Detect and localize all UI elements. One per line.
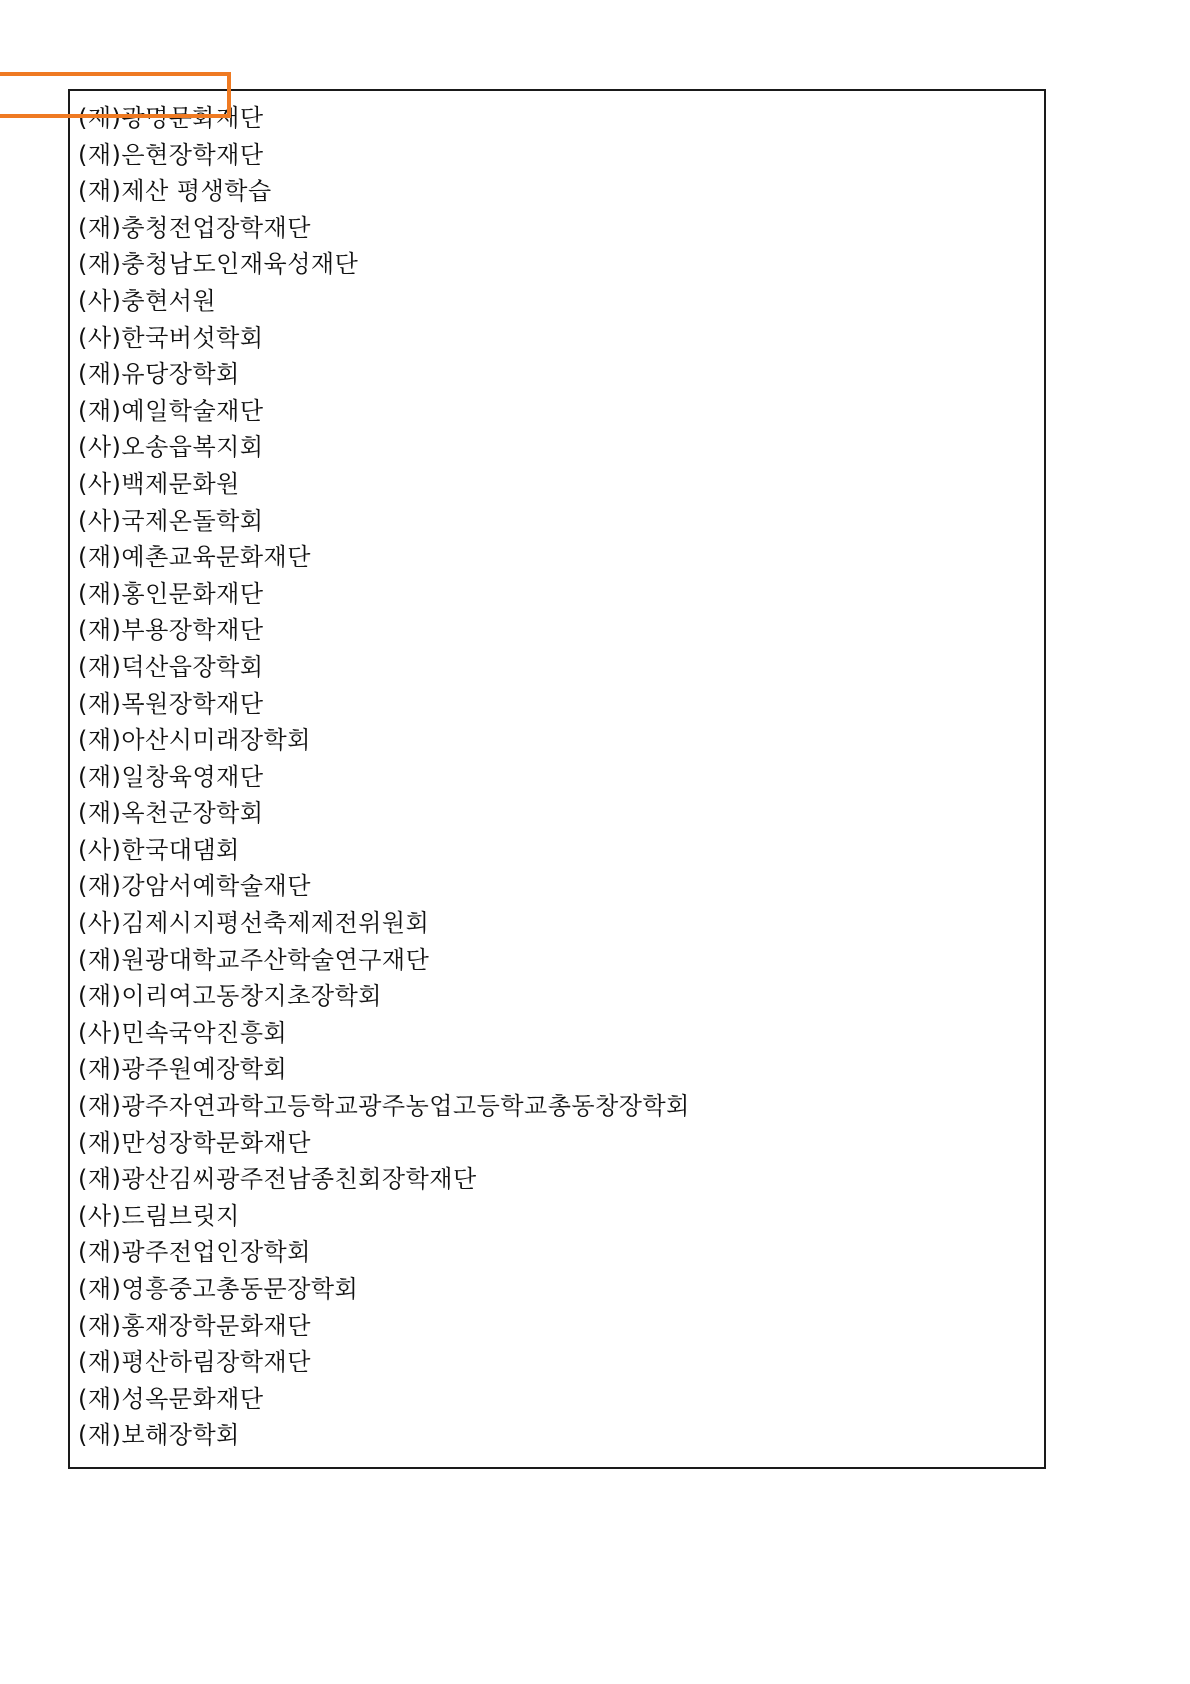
list-item: (재)광주원예장학회 <box>78 1055 288 1084</box>
list-item: (재)예촌교육문화재단 <box>78 543 311 572</box>
list-item: (재)성옥문화재단 <box>78 1384 264 1413</box>
list-item: (재)목원장학재단 <box>78 689 264 718</box>
list-item: (재)광명문화재단 <box>78 104 264 132</box>
list-item: (재)홍재장학문화재단 <box>78 1311 311 1340</box>
list-item: (사)백제문화원 <box>78 469 240 498</box>
list-item: (재)덕산읍장학회 <box>78 652 264 681</box>
list-item: (사)김제시지평선축제제전위원회 <box>78 909 430 938</box>
list-item: (사)국제온돌학회 <box>78 506 264 535</box>
list-item: (재)유당장학회 <box>78 360 240 389</box>
organization-list <box>78 100 690 1454</box>
list-item: (재)광주전업인장학회 <box>78 1238 311 1267</box>
list-item: (재)영흥중고총동문장학회 <box>78 1275 359 1303</box>
list-item-highlighted: (재)제산 평생학습 <box>78 177 272 206</box>
list-item: (재)은현장학재단 <box>78 140 264 169</box>
list-item: (재)이리여고동창지초장학회 <box>78 982 382 1011</box>
list-item: (재)보해장학회 <box>78 1421 240 1450</box>
list-item: (재)광주자연과학고등학교광주농업고등학교총동창장학회 <box>78 1092 690 1121</box>
list-item: (재)충청전업장학재단 <box>78 213 311 242</box>
list-item: (재)강암서예학술재단 <box>78 872 311 901</box>
list-item: (재)부용장학재단 <box>78 616 264 645</box>
list-item: (재)일창육영재단 <box>78 762 264 791</box>
list-item: (재)충청남도인재육성재단 <box>78 250 359 279</box>
list-item: (사)오송읍복지회 <box>78 433 264 462</box>
list-item: (사)민속국악진흥회 <box>78 1018 288 1047</box>
list-item: (재)아산시미래장학회 <box>78 726 311 755</box>
list-item: (사)충현서원 <box>78 286 217 315</box>
list-item: (재)홍인문화재단 <box>78 579 264 608</box>
list-item: (재)예일학술재단 <box>78 396 264 425</box>
list-item: (사)한국대댐회 <box>78 835 240 864</box>
list-item: (재)광산김씨광주전남종친회장학재단 <box>78 1165 477 1194</box>
list-item: (재)평산하림장학재단 <box>78 1348 311 1377</box>
list-item: (사)드림브릿지 <box>78 1201 240 1230</box>
document-frame <box>68 89 1046 1469</box>
list-item: (재)만성장학문화재단 <box>78 1128 311 1157</box>
list-item: (재)원광대학교주산학술연구재단 <box>78 945 430 974</box>
list-item: (재)옥천군장학회 <box>78 799 264 828</box>
list-item: (사)한국버섯학회 <box>78 323 264 352</box>
